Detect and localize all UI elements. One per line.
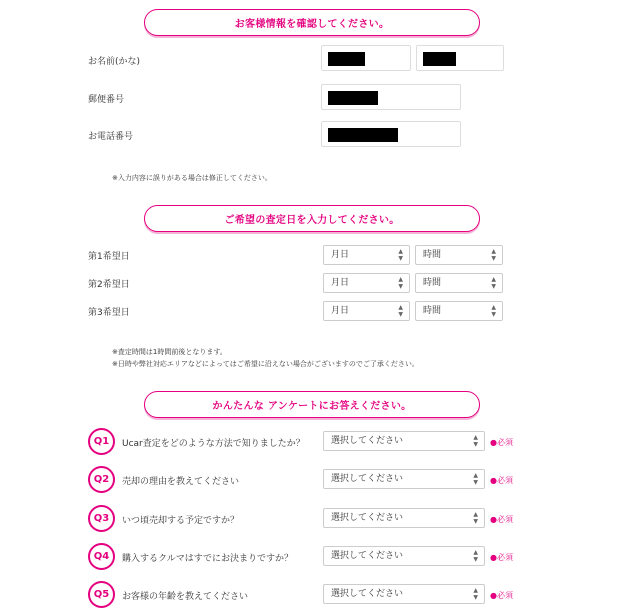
updown-arrows-icon: ▲ ▼ [491,304,496,318]
phone-label: お電話番号 [88,132,134,142]
redacted-mask [423,52,456,66]
select-value: 月日 [331,278,350,288]
survey-select-5[interactable] [323,584,485,604]
appraisal-time-note: ※査定時間は1時間前後となります。 [112,348,227,356]
date-label-3: 第3希望日 [88,308,130,318]
question-text-3: いつ頃売却する予定ですか？ [122,516,240,526]
question-text-1: Ucar査定をどのような方法で知りましたか？ [122,439,305,449]
select-value: 選択してください [331,436,404,446]
availability-note: ※日時や弊社対応エリアなどによってはご希望に沿えない場合がございますのでご了承ください。 [112,360,419,368]
name-last-field[interactable] [321,45,411,71]
survey-select-4[interactable] [323,546,485,566]
section-header-survey: かんたんな アンケートにお答えください。 [144,391,480,418]
correction-note: ※入力内容に誤りがある場合は修正してください。 [112,174,272,182]
question-text-5: お客様の年齢を教えてください [122,592,249,602]
postal-field[interactable] [321,84,461,110]
select-value: 選択してください [331,474,404,484]
select-value: 選択してください [331,513,404,523]
required-badge: ●必須 [490,438,513,447]
section-header-appraisal-date: ご希望の査定日を入力してください。 [144,205,480,232]
required-badge: ●必須 [490,591,513,600]
date-select-1[interactable] [323,245,410,265]
updown-arrows-icon: ▲ ▼ [473,549,478,563]
date-select-2[interactable] [323,273,410,293]
survey-select-1[interactable] [323,431,485,451]
question-badge-2: Q2 [88,466,115,493]
time-select-3[interactable] [415,301,503,321]
question-badge-5: Q5 [88,581,115,608]
select-value: 時間 [423,306,442,316]
updown-arrows-icon: ▲ ▼ [398,276,403,290]
select-value: 月日 [331,250,350,260]
question-text-2: 売却の理由を教えてください [122,477,240,487]
phone-field[interactable] [321,121,461,147]
updown-arrows-icon: ▲ ▼ [473,472,478,486]
updown-arrows-icon: ▲ ▼ [473,511,478,525]
updown-arrows-icon: ▲ ▼ [398,248,403,262]
redacted-mask [328,52,365,66]
survey-select-3[interactable] [323,508,485,528]
select-value: 月日 [331,306,350,316]
section-header-customer-info: お客様情報を確認してください。 [144,9,480,36]
question-badge-1: Q1 [88,428,115,455]
select-value: 選択してください [331,551,404,561]
required-badge: ●必須 [490,515,513,524]
time-select-2[interactable] [415,273,503,293]
time-select-1[interactable] [415,245,503,265]
name-first-field[interactable] [416,45,504,71]
updown-arrows-icon: ▲ ▼ [473,587,478,601]
updown-arrows-icon: ▲ ▼ [491,248,496,262]
required-badge: ●必須 [490,476,513,485]
name-label: お名前(かな) [88,57,141,67]
select-value: 選択してください [331,589,404,599]
question-badge-4: Q4 [88,543,115,570]
updown-arrows-icon: ▲ ▼ [398,304,403,318]
redacted-mask [328,91,378,105]
updown-arrows-icon: ▲ ▼ [491,276,496,290]
question-badge-3: Q3 [88,505,115,532]
select-value: 時間 [423,278,442,288]
select-value: 時間 [423,250,442,260]
date-label-2: 第2希望日 [88,280,130,290]
required-badge: ●必須 [490,553,513,562]
question-text-4: 購入するクルマはすでにお決まりですか？ [122,554,294,564]
survey-select-2[interactable] [323,469,485,489]
redacted-mask [328,128,398,142]
date-select-3[interactable] [323,301,410,321]
postal-label: 郵便番号 [88,95,125,105]
updown-arrows-icon: ▲ ▼ [473,434,478,448]
date-label-1: 第1希望日 [88,252,130,262]
